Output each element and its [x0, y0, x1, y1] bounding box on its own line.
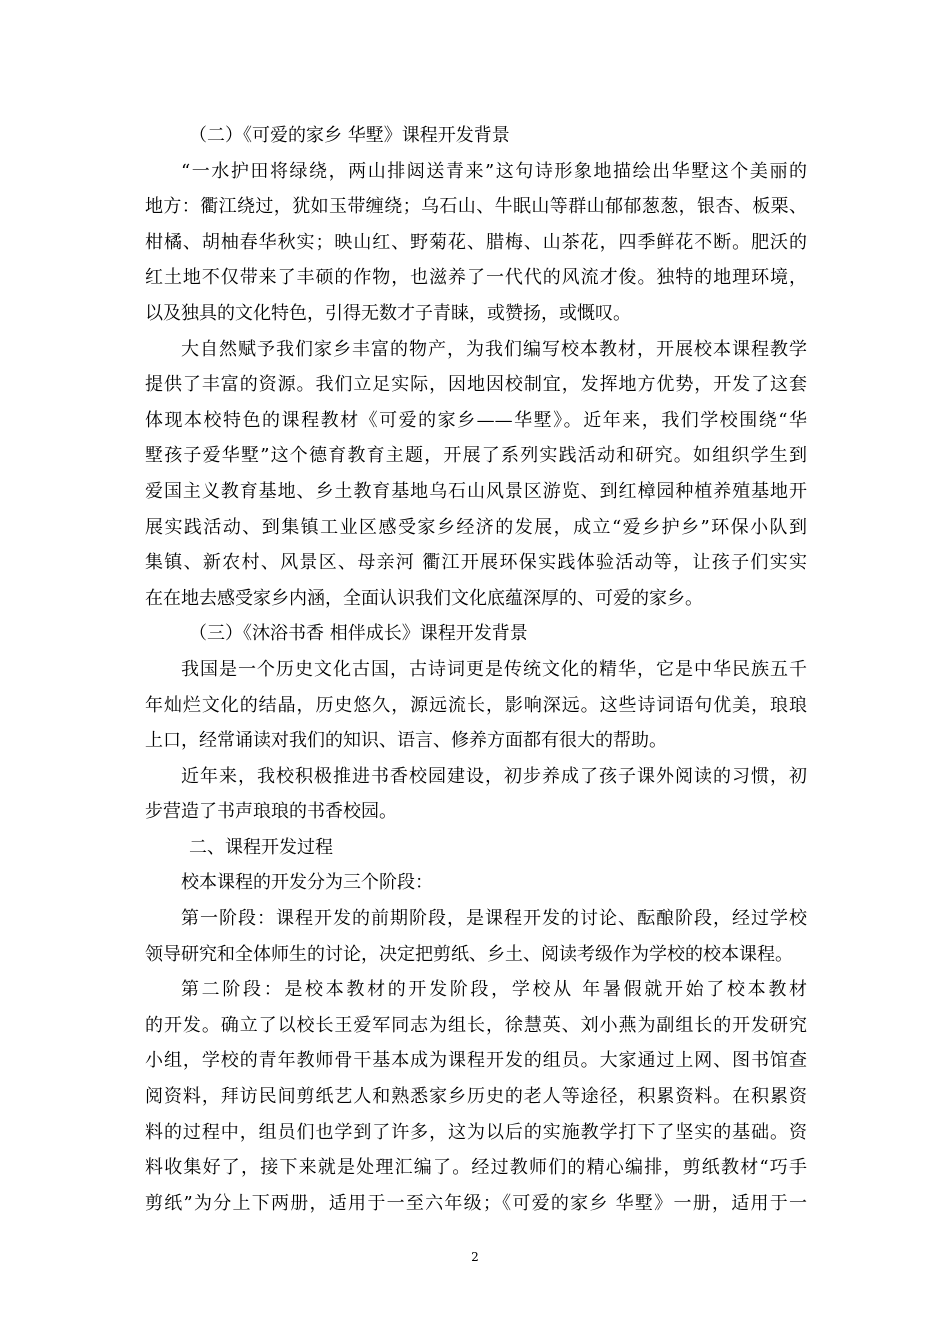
section-heading: （三）《沐浴书香 相伴成长》课程开发背景 — [189, 623, 528, 645]
text-line: 体现本校特色的课程教材《可爱的家乡——华墅》。近年来，我们学校围绕“华 — [145, 409, 807, 431]
section-heading: 二、课程开发过程 — [189, 836, 333, 858]
text-line: 料的过程中，组员们也学到了许多，这为以后的实施教学打下了坚实的基础。资 — [145, 1121, 807, 1143]
text-line: 在在地去感受家乡内涵，全面认识我们文化底蕴深厚的、可爱的家乡。 — [145, 587, 703, 609]
text-line: 近年来，我校积极推进书香校园建设，初步养成了孩子课外阅读的习惯，初 — [181, 765, 807, 787]
text-line: 地方：衢江绕过，犹如玉带缠绕；乌石山、牛眠山等群山郁郁葱葱，银杏、板栗、 — [145, 196, 807, 218]
text-line: 我国是一个历史文化古国，古诗词更是传统文化的精华，它是中华民族五千 — [181, 658, 807, 680]
text-line: 爱国主义教育基地、乡土教育基地乌石山风景区游览、到红樟园种植养殖基地开 — [145, 480, 807, 502]
text-line: 第二阶段：是校本教材的开发阶段，学校从 年暑假就开始了校本教材 — [181, 979, 807, 1001]
text-line: 柑橘、胡柚春华秋实；映山红、野菊花、腊梅、山茶花，四季鲜花不断。肥沃的 — [145, 231, 807, 253]
text-line: 料收集好了，接下来就是处理汇编了。经过教师们的精心编排，剪纸教材“巧手 — [145, 1157, 807, 1179]
text-line: 展实践活动、到集镇工业区感受家乡经济的发展，成立“爱乡护乡”环保小队到 — [145, 516, 807, 538]
text-line: 的开发。确立了以校长王爱军同志为组长，徐慧英、刘小燕为副组长的开发研究 — [145, 1014, 807, 1036]
section-heading: （二）《可爱的家乡 华墅》课程开发背景 — [189, 125, 510, 146]
text-line: 阅资料，拜访民间剪纸艺人和熟悉家乡历史的老人等途径，积累资料。在积累资 — [145, 1086, 807, 1108]
text-line: 提供了丰富的资源。我们立足实际，因地因校制宜，发挥地方优势，开发了这套 — [145, 374, 807, 396]
page-number: 2 — [471, 1250, 479, 1264]
text-line: 红土地不仅带来了丰硕的作物，也滋养了一代代的风流才俊。独特的地理环境， — [145, 267, 807, 289]
text-line: 集镇、新农村、风景区、母亲河 衢江开展环保实践体验活动等，让孩子们实实 — [145, 552, 807, 574]
text-line: 剪纸”为分上下两册，适用于一至六年级；《可爱的家乡 华墅》一册，适用于一 — [145, 1192, 807, 1214]
text-line: 小组，学校的青年教师骨干基本成为课程开发的组员。大家通过上网、图书馆查 — [145, 1050, 807, 1072]
text-line: 校本课程的开发分为三个阶段： — [181, 872, 433, 894]
text-line: “一水护田将绿绕，两山排闼送青来”这句诗形象地描绘出华墅这个美丽的 — [181, 160, 807, 182]
document-body — [145, 118, 807, 1221]
text-line: 年灿烂文化的结晶，历史悠久，源远流长，影响深远。这些诗词语句优美，琅琅 — [145, 694, 807, 716]
text-line: 第一阶段：课程开发的前期阶段，是课程开发的讨论、酝酿阶段，经过学校 — [181, 908, 807, 930]
text-line: 上口，经常诵读对我们的知识、语言、修养方面都有很大的帮助。 — [145, 730, 667, 752]
text-line: 以及独具的文化特色，引得无数才子青睐，或赞扬，或慨叹。 — [145, 302, 631, 324]
text-line: 大自然赋予我们家乡丰富的物产，为我们编写校本教材，开展校本课程教学 — [181, 338, 807, 360]
text-line: 墅孩子爱华墅”这个德育教育主题，开展了系列实践活动和研究。如组织学生到 — [145, 445, 807, 467]
text-line: 领导研究和全体师生的讨论，决定把剪纸、乡土、阅读考级作为学校的校本课程。 — [145, 943, 793, 965]
text-line: 步营造了书声琅琅的书香校园。 — [145, 801, 397, 823]
